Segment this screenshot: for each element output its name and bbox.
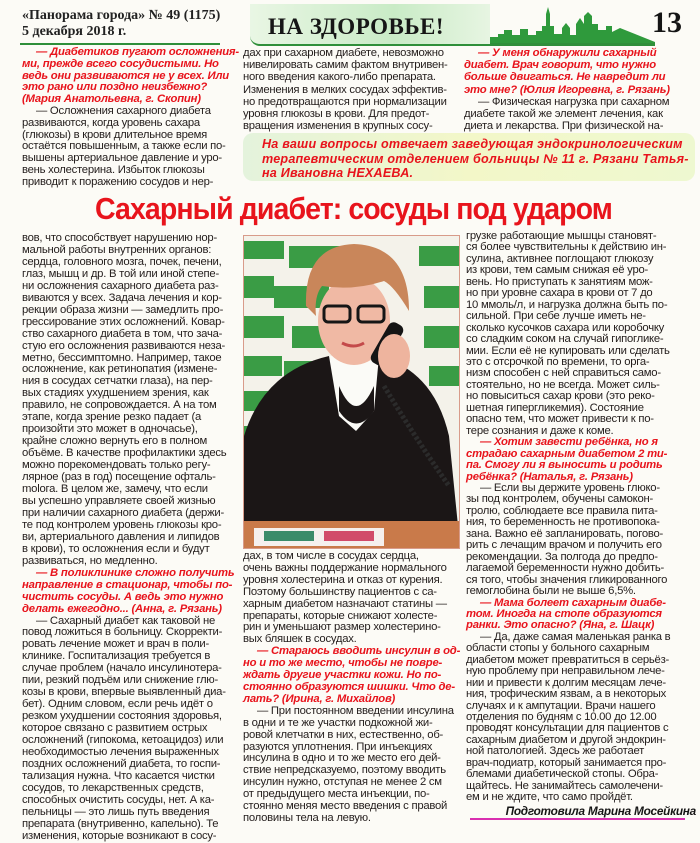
text-line: гемоглобина были не выше 6,5%. (466, 585, 636, 598)
text-line: приводит к поражению сосудов и нер- (22, 175, 214, 188)
text-line: диабет. Врач говорит, что нужно (464, 59, 656, 72)
text-line: козы в крови, впервые выявленный диа- (22, 686, 226, 699)
text-line: необходимостью лечения выраженных (22, 745, 219, 758)
text-line: — Стараюсь вводить инсулин в од- (257, 645, 461, 658)
author-byline (466, 803, 696, 818)
text-line: изменения, которые возникают в сосу- (22, 829, 217, 842)
article-end-rule (470, 818, 685, 820)
text-line: проводят консультации для пациентов с (466, 722, 669, 735)
text-line: щайтесь. Не занимайтесь самолечени- (466, 779, 663, 792)
text-line: очень важны поддержание нормального (243, 561, 447, 574)
expert-intro-line: на Ивановна НЕХАЕВА. (262, 166, 414, 180)
text-line: грессирование этих осложнений. Ковар- (22, 315, 225, 328)
text-line: па. Смогу ли я выносить и родить (466, 459, 663, 472)
column-top-right (464, 47, 694, 132)
text-line: вых стадиях ухудшением зрения, как (22, 387, 209, 400)
text-line: том. Иногда на стопе образуются (466, 607, 662, 620)
text-line: произойти это может в одночасье), (22, 423, 198, 436)
reader-question (22, 568, 237, 616)
text-line: повод ложиться в больницу. Скорректи- (22, 626, 223, 639)
issue-date: 5 декабря 2018 г. (22, 24, 127, 39)
text-line: случае проблем (начало инсулинотера- (22, 662, 222, 675)
text-line: ровать лечение может и врач в поли- (22, 638, 210, 651)
text-line: (Мария Анатольевна, г. Скопин) (22, 93, 201, 106)
text-line: но при уровне сахара в крови от 7 до (466, 287, 653, 300)
text-line: половины тела на левую. (243, 811, 371, 824)
text-line: отделения по будням с 10.00 до 12.00 (466, 711, 657, 724)
text-line: осложнений (гипокома, кетоацидоз) или (22, 734, 224, 747)
text-line: — Осложнения сахарного диабета (36, 104, 211, 117)
text-line: дах при сахарном диабете, невозможно (243, 47, 444, 59)
text-line: Поэтому большинству пациентов с са- (243, 585, 437, 598)
column-bottom-left (22, 233, 237, 843)
page-number: 13 (652, 6, 682, 39)
expert-answer (466, 231, 696, 437)
text-line: вых бляшек в сосудах. (243, 633, 357, 646)
text-line: объёме. В качестве профилактики здесь (22, 447, 227, 460)
text-line: ждать другие участки кожи. Но по- (243, 669, 442, 682)
newspaper-issue: «Панорама города» № 49 (1175) (22, 8, 221, 23)
text-line: стую его осложнения развиваются неза- (22, 339, 225, 352)
text-line: резком ухудшении состояния здоровья, (22, 710, 222, 723)
expert-intro-line: На ваши вопросы отвечает заведующая эндокринологическим (262, 137, 683, 151)
text-line: в крови), то осложнения если и будут (22, 542, 210, 555)
reader-question (464, 47, 694, 96)
text-line: но повыситься сахар крови (это реко- (466, 390, 655, 403)
text-line: ной патологией. Здесь же работает (466, 745, 645, 758)
reader-question (466, 437, 696, 483)
reader-question (243, 646, 461, 706)
text-line: мии. Если её не купировать или сделать (466, 344, 670, 357)
text-line: Подготовила Марина Мосейкина (505, 803, 696, 818)
reader-question (466, 598, 696, 632)
expert-answer (243, 551, 461, 646)
text-line: ви, артериального давления и липидов (22, 530, 220, 543)
text-line: сахарным диабетом и другой эндокрин- (466, 733, 666, 746)
column-top-middle (243, 47, 458, 132)
text-line: рин и уменьшают размер холестерино- (243, 621, 441, 634)
text-line: вень. Но приступать к занятиям мож- (466, 275, 653, 288)
text-line: тере сознания и даже к коме. (466, 424, 614, 437)
text-line: зана. Важно её запланировать, погово- (466, 527, 664, 540)
text-line: грузке работающие мышцы становят- (466, 230, 657, 242)
text-line: ведь они развиваются не у всех. Или (22, 69, 230, 82)
text-line: — У меня обнаружили сахарный (478, 47, 657, 59)
text-line: развиваться, но медленно. (22, 554, 158, 567)
text-line: дах, в том числе в сосудах сердца, (243, 550, 419, 562)
text-line: — Физическая нагрузка при сахарном (478, 95, 670, 108)
text-line: ния, то беременность не противопока- (466, 516, 660, 529)
text-line: направление в стационар, чтобы по- (22, 578, 233, 591)
expert-photo (243, 235, 460, 549)
expert-answer (22, 616, 237, 843)
text-line: рить с лечащим врачом и получить его (466, 539, 662, 552)
text-line: Изменения в мелких сосудах эффектив- (243, 83, 447, 96)
text-line: при наличии сахарного диабета (держи- (22, 506, 224, 519)
text-line: этапе, когда зрение резко падает (а (22, 411, 201, 424)
text-line: — Диабетиков пугают осложнения- (36, 46, 239, 58)
text-line: разуются уплотнения. При инъекциях (243, 740, 433, 753)
text-line: вень холестерина. Избыток глюкозы (22, 163, 205, 176)
text-line: стоянно меняя место введения с правой (243, 800, 448, 813)
text-line: ся более чувствительны к действию ин- (466, 241, 667, 254)
section-title: НА ЗДОРОВЬЕ! (268, 14, 445, 39)
text-line: правило, не сопровождается. А на том (22, 399, 217, 412)
text-line: — В поликлинике сложно получить (36, 566, 235, 579)
text-line: 10 ммоль/л, и нагрузка должна быть по- (466, 298, 668, 311)
text-line: ния, трофическим язвам, а в некоторых (466, 688, 667, 701)
text-line: ствие непредсказуемо, поэтому вводить (243, 764, 446, 777)
text-line: метно, бессимптомно. Например, такое (22, 351, 222, 364)
text-line: пии, резкий подъём или снижение глю- (22, 674, 219, 687)
text-line: способных очистить сосуды, нет. А ка- (22, 793, 215, 806)
text-line: это рано или поздно неизбежно? (22, 81, 208, 94)
text-line: стоянно образуются шишки. Что де- (243, 680, 455, 693)
text-line: харным диабетом назначают статины — (243, 597, 447, 610)
text-line: вы успешно управляете своей жизнью (22, 494, 216, 507)
text-line: области стопы у больного сахарным (466, 642, 650, 655)
text-line: — Сахарный диабет как таковой не (36, 614, 216, 627)
text-line: низм способен с ней справиться само- (466, 367, 661, 380)
text-line: со сладким соком на случай гипоглике- (466, 333, 664, 346)
text-line: тализация нужна. Что касается чистки (22, 769, 215, 782)
column-bottom-right (466, 231, 696, 817)
text-line: врач-подиатр, который занимается про- (466, 756, 667, 769)
text-line: диета и лекарства. При физической на- (464, 120, 664, 133)
text-line: поздних осложнений диабета, то госпи- (22, 757, 221, 770)
text-line: сильной. При себе лучше иметь не- (466, 310, 646, 323)
text-line: это с отсрочкой по времени, то орга- (466, 355, 650, 368)
text-line: стоятельно, но не всегда. Может силь- (466, 378, 660, 391)
reader-question (22, 47, 237, 106)
text-line: — Если вы держите уровень глюко- (480, 481, 660, 494)
city-skyline-icon (490, 4, 655, 46)
expert-answer (466, 483, 696, 598)
text-line: делать ежегодно... (Анна, г. Рязань) (22, 602, 222, 615)
article-headline: Сахарный диабет: сосуды под ударом (95, 191, 612, 226)
text-line: ровой клетчатки в них, естественно, об- (243, 728, 444, 741)
text-line: ство сахарного диабета в том, что зача- (22, 327, 223, 340)
expert-answer (243, 706, 461, 825)
text-line: ранки. Это опасно? (Яна, г. Шацк) (466, 619, 655, 632)
text-line: ем и не ждите, что само пройдёт. (466, 791, 633, 804)
text-line: страдаю сахарным диабетом 2 ти- (466, 447, 668, 460)
text-line: которое связано с развитием острых (22, 722, 208, 735)
expert-answer (464, 96, 694, 133)
text-line: больше двигаться. Не навредит ли (464, 71, 666, 84)
text-line: опасно тем, что может привести к по- (466, 413, 654, 426)
text-line: чистить сосуды. А ведь это нужно (22, 590, 224, 603)
text-line: уровня глюкозы в крови. Для предот- (243, 108, 430, 121)
text-line: molога. В целом же, замечу, что если (22, 483, 208, 496)
text-line: бет). Одним словом, если речь идёт о (22, 698, 213, 711)
text-line: препараты, которые снижают холесте- (243, 609, 438, 622)
text-line: зы под контролем, обучены самокон- (466, 493, 653, 506)
text-line: ся того, чтобы значения гликированного (466, 573, 668, 586)
text-line: это мне? (Юлия Игоревна, г. Рязань) (464, 83, 670, 96)
text-line: вышены артериальное давление и уро- (22, 152, 222, 165)
header-divider (20, 43, 220, 45)
text-line: те под контролем уровень глюкозы кро- (22, 518, 222, 531)
expert-answer (466, 632, 696, 804)
text-line: уровня холестерина и отказ от курения. (243, 573, 443, 586)
text-line: осложнение, как ретинопатия (измене- (22, 363, 218, 376)
text-line: нивелировать самим фактом внутривен- (243, 59, 448, 72)
text-line: мальной работы внутренних органов: (22, 243, 212, 256)
text-line: но предотвращаются при нормализации (243, 95, 447, 108)
text-line: лагаемой беременности нужно добить- (466, 562, 665, 575)
text-line: можно порекомендовать только регу- (22, 459, 211, 472)
text-line: тролю, соблюдаете все правила пита- (466, 504, 658, 517)
text-line: инсулин нужно, отступая не менее 2 см (243, 776, 442, 789)
text-line: клинике. Госпитализация требуется в (22, 650, 211, 663)
text-line: ного введения какого-либо препарата. (243, 71, 436, 84)
text-line: шетная гипергликемия). Состояние (466, 401, 644, 414)
text-line: вращения изменения в крупных сосу- (243, 120, 433, 133)
expert-intro (262, 137, 689, 181)
text-line: виваются у всех. Задача лечения и кор- (22, 291, 222, 304)
text-line: ми, прежде всего сосудистыми. Но (22, 57, 219, 70)
text-line: глаз, мышц и др. В той или иной степе- (22, 267, 219, 280)
text-line: крайне сложно вернуть его в полном (22, 435, 207, 448)
text-line: лярное (раз в год) посещение офталь- (22, 471, 216, 484)
text-line: ни осложнения сахарного диабета раз- (22, 279, 219, 292)
text-line: рекомендации. За полгода до предпо- (466, 550, 658, 563)
text-line: пельницы — это лишь путь введения (22, 805, 210, 818)
text-line: инсулина в одно и то же место его дей- (243, 752, 441, 765)
text-line: блемами диабетической стопы. Обра- (466, 768, 659, 781)
text-line: (глюкозы) в крови длительное время (22, 128, 208, 141)
text-line: в одни и те же участки подкожной жи- (243, 716, 433, 729)
text-line: лать? (Ирина, г. Михайлов) (243, 692, 396, 705)
text-line: сосудов, то лекарственных средств, (22, 781, 204, 794)
text-line: — Хотим завести ребёнка, но я (480, 436, 658, 449)
text-line: остаётся повышенным, а также если по- (22, 140, 226, 153)
masthead (22, 8, 220, 40)
expert-intro-line: терапевтическим отделением больницы № 11 г. Рязани Татья- (262, 151, 689, 166)
text-line: развиваются, когда уровень сахара (22, 116, 200, 129)
column-bottom-middle (243, 551, 461, 825)
text-line: сулина, активнее поглощают глюкозу (466, 252, 654, 265)
text-line: препарата (внутривенно, капельно). Те (22, 817, 219, 830)
text-line: — Да, даже самая маленькая ранка в (480, 630, 671, 643)
text-line: — При постоянном введении инсулина (257, 704, 454, 717)
text-line: из крови, тем самым снижая её уро- (466, 264, 649, 277)
expert-answer (22, 233, 237, 568)
text-line: рекции образа жизни — замедлить про- (22, 303, 224, 316)
text-line: но и то же место, чтобы не повре- (243, 657, 443, 670)
text-line: диабетом может превратиться в серьёз- (466, 653, 670, 666)
text-line: вов, что способствует нарушению нор- (22, 232, 217, 244)
text-line: ную проблему при неправильном лече- (466, 665, 665, 678)
text-line: случаях и к ампутации. Врачи нашего (466, 699, 656, 712)
text-line: нии и привести к долгим месяцам лече- (466, 676, 666, 689)
expert-answer (22, 106, 237, 189)
column-top-left (22, 47, 237, 189)
text-line: ребёнка? (Наталья, г. Рязань) (466, 470, 633, 483)
text-line: от предыдущего места инъекции, по- (243, 788, 430, 801)
text-line: сердца, головного мозга, почек, печени, (22, 255, 222, 268)
text-line: — Мама болеет сахарным диабе- (480, 596, 666, 609)
expert-answer (243, 47, 458, 132)
text-line: диабете такой же элемент лечения, как (464, 108, 663, 121)
text-line: ния в сосудах сетчатки глаза), на пер- (22, 375, 213, 388)
text-line: сколько кусочков сахара или коробочку (466, 321, 665, 334)
